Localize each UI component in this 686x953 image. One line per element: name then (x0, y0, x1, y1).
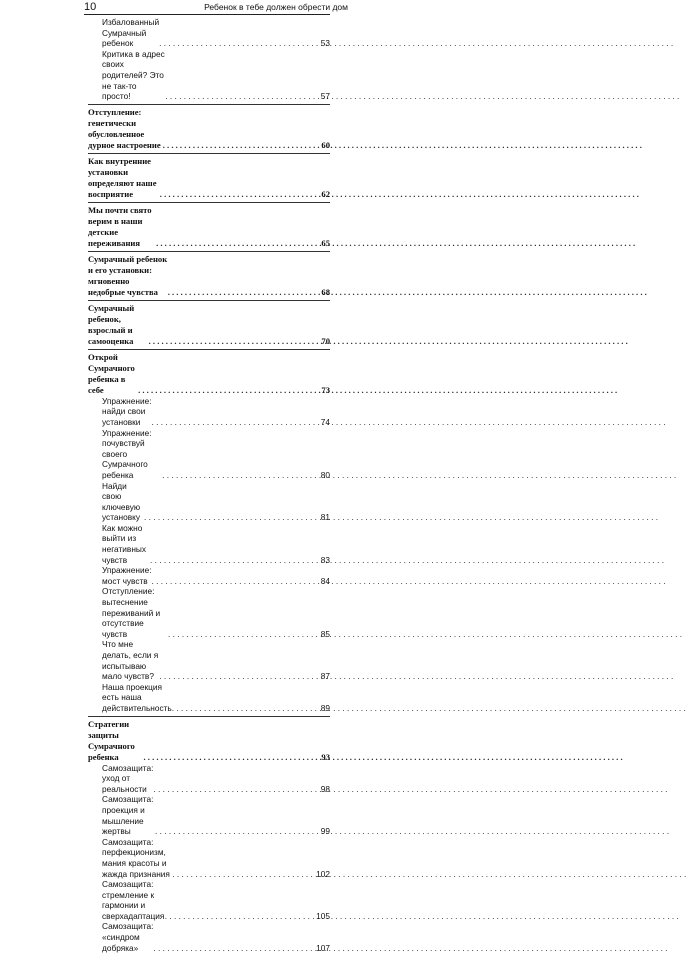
dot-leader (172, 869, 314, 880)
dot-leader (172, 703, 314, 714)
toc-subentry[interactable] (88, 763, 330, 795)
toc-entry-title: Избалованный Сумрачный ребенок (102, 17, 160, 49)
section-divider (88, 300, 330, 301)
toc-entry-title: Упражнение: мост чувств (102, 565, 152, 586)
toc-entry-title: Самозащита: перфекционизм, мания красоты и жажда признания (102, 836, 170, 879)
toc-entry-title: Упражнение: найди свои установки (102, 395, 152, 427)
dot-leader (160, 189, 314, 200)
toc-section-entry[interactable] (88, 205, 330, 249)
toc-page-number: 60 (321, 139, 330, 150)
page-header (0, 0, 420, 16)
toc-entry-title: Критика в адрес своих родителей? Это не так-то просто! (102, 48, 165, 102)
table-of-contents (88, 17, 330, 953)
toc-entry-title: Сумрачный ребенок и его установки: мгновенно недобрые чувства (88, 253, 168, 297)
toc-section-entry[interactable] (88, 156, 330, 200)
dot-leader (152, 417, 314, 428)
toc-entry-title: Найди свою ключевую установку (102, 480, 141, 523)
toc-section-entry[interactable] (88, 719, 330, 763)
toc-page-number: 87 (320, 671, 330, 682)
dot-leader (155, 826, 314, 837)
section-divider (88, 349, 330, 350)
toc-section-entry[interactable] (88, 303, 330, 347)
section-divider (88, 202, 330, 203)
toc-entry-title: Отступление: генетически обусловленное дурное настроение (88, 106, 161, 150)
toc-page-number: 62 (321, 188, 330, 199)
dot-leader (150, 555, 314, 566)
toc-subentry[interactable] (88, 49, 330, 102)
toc-page-number: 85 (320, 628, 330, 639)
toc-subentry[interactable] (88, 17, 330, 49)
toc-subentry[interactable] (88, 396, 330, 428)
toc-page-number: 73 (321, 384, 330, 395)
toc-subentry[interactable] (88, 682, 330, 714)
dot-leader (138, 385, 314, 396)
toc-entry-title: Самозащита: проекция и мышление жертвы (102, 794, 154, 837)
dot-leader (159, 671, 314, 682)
toc-subentry[interactable] (88, 639, 330, 681)
toc-page-number: 74 (320, 416, 330, 427)
toc-subentry[interactable] (88, 586, 330, 639)
dot-leader (168, 287, 314, 298)
toc-page-number: 102 (316, 868, 330, 879)
toc-page-number: 80 (320, 469, 330, 480)
toc-subentry[interactable] (88, 879, 330, 921)
running-title: Ребенок в тебе должен обрести дом (204, 2, 348, 12)
toc-page-number: 81 (320, 512, 330, 523)
toc-subentry[interactable] (88, 921, 330, 953)
dot-leader (153, 784, 314, 795)
toc-page-number: 70 (321, 335, 330, 346)
toc-entry-title: Самозащита: стремление к гармонии и сверхадаптация (102, 879, 165, 921)
dot-leader (152, 576, 314, 587)
toc-entry-title: Стратегии защиты Сумрачного ребенка (88, 718, 135, 762)
toc-entry-title: Как внутренние установки определяют наше восприятие (88, 155, 157, 199)
toc-entry-title: Что мне делать, если я испытываю мало чувств? (102, 639, 159, 682)
toc-entry-title: Мы почти свято верим в наши детские переживания (88, 204, 152, 248)
toc-entry-title: Как можно выйти из негативных чувств (102, 522, 147, 565)
dot-leader (159, 38, 314, 49)
dot-leader (156, 238, 314, 249)
toc-subentry[interactable] (88, 837, 330, 879)
toc-page-number: 99 (320, 826, 330, 837)
toc-page-number: 83 (320, 554, 330, 565)
dot-leader (144, 512, 314, 523)
toc-entry-title: Самозащита: уход от реальности (102, 762, 154, 794)
dot-leader (153, 943, 314, 953)
toc-entry-title: Наша проекция есть наша действительность (102, 681, 172, 713)
dot-leader (149, 336, 314, 347)
header-rule (84, 14, 330, 15)
toc-section-entry[interactable] (88, 107, 330, 151)
dot-leader (163, 140, 314, 151)
toc-page-number: 84 (320, 575, 330, 586)
dot-leader (165, 91, 314, 102)
toc-subentry[interactable] (88, 523, 330, 565)
dot-leader (165, 911, 314, 922)
toc-page-number: 53 (320, 38, 330, 49)
toc-subentry[interactable] (88, 481, 330, 523)
section-divider (88, 251, 330, 252)
toc-page-number: 93 (321, 751, 330, 762)
toc-entry-title: Отступление: вытеснение переживаний и отсутствие чувств (102, 586, 161, 639)
section-divider (88, 153, 330, 154)
dot-leader (162, 470, 314, 481)
toc-entry-title: Открой Сумрачного ребенка в себе (88, 351, 135, 395)
toc-page-number: 89 (320, 702, 330, 713)
toc-page-number: 107 (316, 942, 330, 953)
toc-section-entry[interactable] (88, 254, 330, 298)
toc-page-number: 65 (321, 237, 330, 248)
toc-subentry[interactable] (88, 428, 330, 481)
dot-leader (168, 629, 314, 640)
toc-subentry[interactable] (88, 794, 330, 836)
toc-entry-title: Самозащита: «синдром добряка» (102, 921, 154, 953)
toc-page-number: 68 (321, 286, 330, 297)
toc-entry-title: Сумрачный ребенок, взрослый и самооценка (88, 302, 135, 346)
toc-page-number: 98 (320, 783, 330, 794)
page-number: 10 (84, 1, 97, 13)
dot-leader (144, 752, 315, 763)
toc-entry-title: Упражнение: почувствуй своего Сумрачного ребенка (102, 427, 152, 480)
toc-page-number: 57 (320, 91, 330, 102)
toc-page-number: 105 (316, 910, 330, 921)
section-divider (88, 104, 330, 105)
toc-subentry[interactable] (88, 565, 330, 586)
section-divider (88, 716, 330, 717)
toc-section-entry[interactable] (88, 352, 330, 396)
